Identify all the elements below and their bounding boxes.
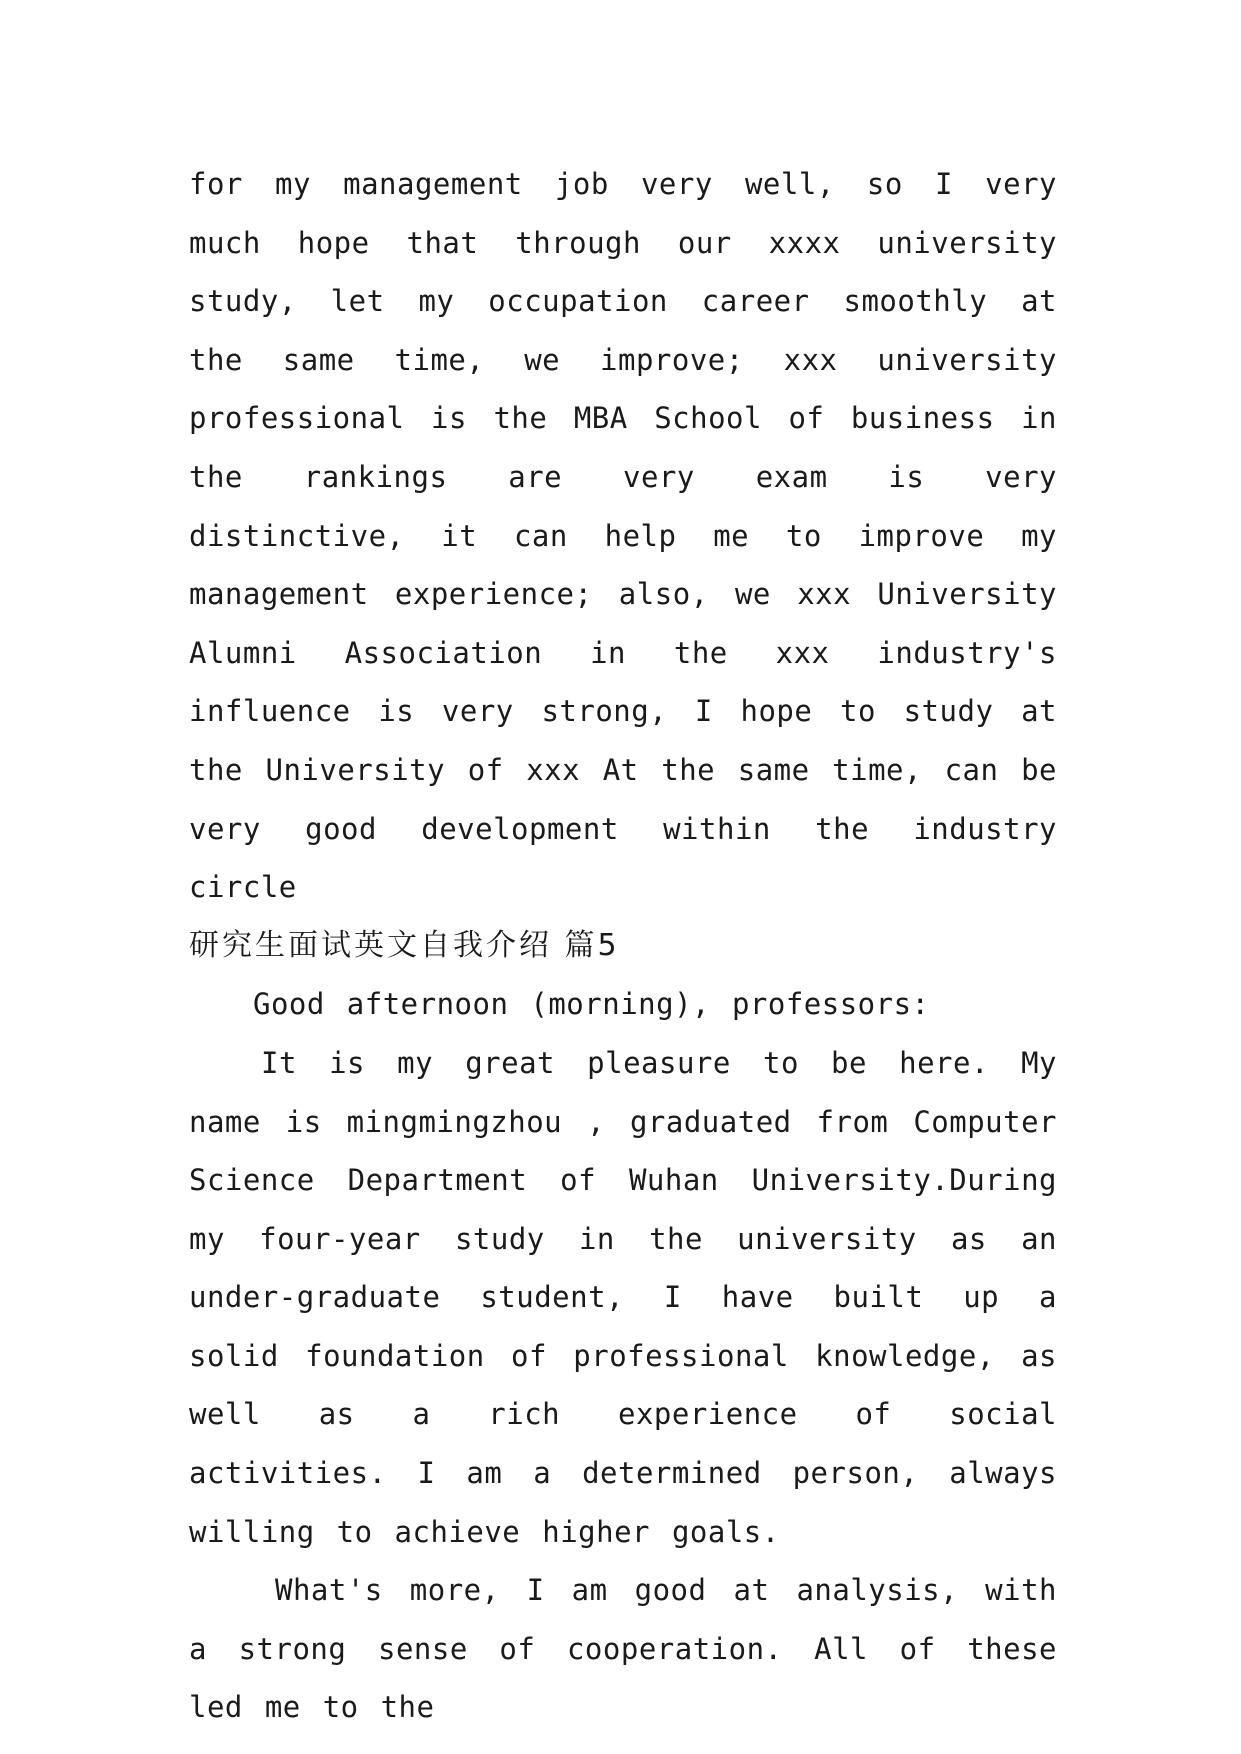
body-paragraph-mba: for my management job very well, so I very much hope that through our xxxx university study, let my occupation career smoothly at the same time, we improve; xxx university professional is the MBA School of business in the rankings are very exam is very distinctive, it can help me to improve my management experience; also, we xxx University Alumni Association in the xxx industry's influence is very strong, I hope to study at the University of xxx At the same time, can be very good development within the industry circle — [189, 167, 1057, 905]
body-paragraph-strengths: What's more, I am good at analysis, with a strong sense of cooperation. All of these led me to the — [189, 1573, 1057, 1725]
document-body — [189, 155, 1057, 1737]
greeting-line: Good afternoon (morning), professors: — [253, 987, 930, 1022]
section-heading: 研究生面试英文自我介绍 篇5 — [189, 927, 620, 963]
body-paragraph-introduction: It is my great pleasure to be here. My name is mingmingzhou , graduated from Computer Science Department of Wuhan University.During my four-year study in the university as an under-graduate student, I have built up a solid foundation of professional knowledge, as well as a rich experience of social activities. I am a determined person, always willing to achieve higher goals. — [189, 1045, 1057, 1549]
